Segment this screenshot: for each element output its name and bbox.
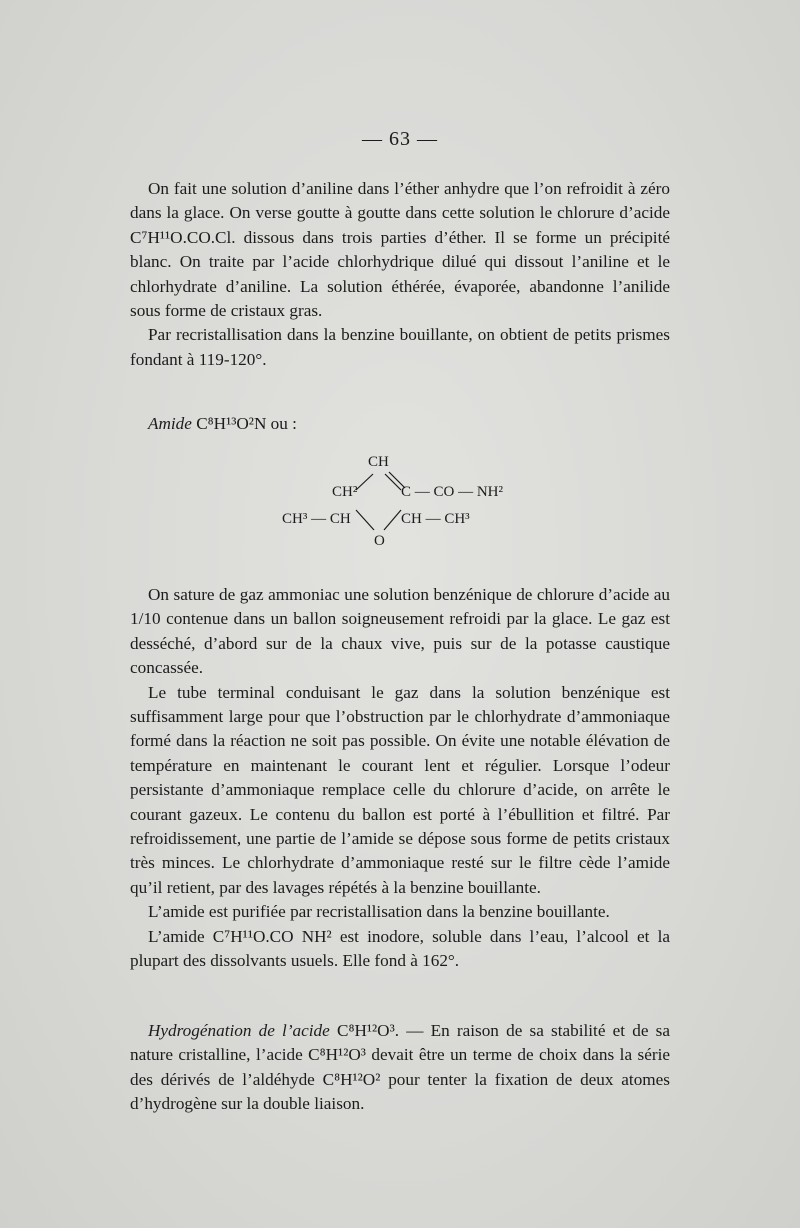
hydrogenation-text: C⁸H¹²O³. — En raison de sa stabilité et de sa nature cristalline, l’acide C⁸H¹²O³ devait être un terme de choix dans la série des dérivés de l’aldéhyde C⁸H¹²O² pour tenter la fixation de deux atomes d’hydrogène sur la double liaison. [130, 1021, 670, 1114]
amide-heading [148, 414, 297, 434]
paragraph-ammonia: On sature de gaz ammoniac une solution benzénique de chlorure d’acide au 1/10 contenue dans un ballon soigneusement refroidi par la glace. Le gaz est desséché, d’abord sur de la chaux vive, puis sur de la potasse caustique concassée. [130, 585, 670, 678]
ring-ch2: CH² [332, 484, 358, 500]
paragraph-purification: L’amide est purifiée par recristallisation dans la benzine bouillante. [148, 902, 610, 922]
text-block-amide [130, 583, 670, 974]
amide-label: Amide [148, 414, 192, 433]
amide-formula: C⁸H¹³O²N ou : [196, 414, 297, 433]
paragraph-tube: Le tube terminal conduisant le gaz dans la solution benzénique est suffisamment large pour que l’obstruction par le chlorhydrate d’ammoniaque formé dans la réaction ne soit pas possible. On évite une notable élévation de température en maintenant le courant lent et régulier. Lorsque l’odeur persistante d’ammoniaque remplace celle du chlorure d’acide, on arrête le courant gazeux. Le contenu du ballon est porté à l’ébullition et filtré. Par refroidissement, une partie de l’amide se dépose sous forme de petits cristaux très minces. Le chlorhydrate d’ammoniaque resté sur le filtre cède l’amide qu’il retient, par des lavages répétés à la benzine bouillante. [130, 682, 670, 897]
paragraph-recrystallisation: Par recristallisation dans la benzine bouillante, on obtient de petits prismes fondant à 119-120°. [130, 325, 670, 369]
page-number: — 63 — [362, 128, 438, 150]
ring-ch3-ch: CH³ — CH [282, 511, 351, 527]
ring-oxygen: O [374, 533, 385, 549]
paragraph-anilide-preparation: On fait une solution d’aniline dans l’éther anhydre que l’on refroidit à zéro dans la glace. On verse goutte à goutte dans cette solution le chlorure d’acide C⁷H¹¹O.CO.Cl. dissous dans trois parties d’éther. Il se forme un précipité blanc. On traite par l’acide chlorhydrique dilué qui dissout l’aniline et le chlorhydrate d’aniline. La solution éthérée, évaporée, abandonne l’anilide sous forme de cristaux gras. [130, 179, 670, 321]
structural-formula [270, 448, 570, 563]
ring-ch-ch3: CH — CH³ [401, 511, 470, 527]
ring-bonds [270, 448, 570, 563]
paragraph-hydrogenation [130, 1019, 670, 1117]
paragraph-properties: L’amide C⁷H¹¹O.CO NH² est inodore, soluble dans l’eau, l’alcool et la plupart des dissolvants usuels. Elle fond à 162°. [130, 926, 670, 971]
ring-c-amide: C — CO — NH² [401, 484, 504, 500]
hydrogenation-heading: Hydrogénation de l’acide [148, 1021, 330, 1040]
ring-ch-top: CH [368, 454, 389, 470]
text-block-aniline [130, 177, 670, 372]
text-block-hydrogenation [130, 1019, 670, 1117]
